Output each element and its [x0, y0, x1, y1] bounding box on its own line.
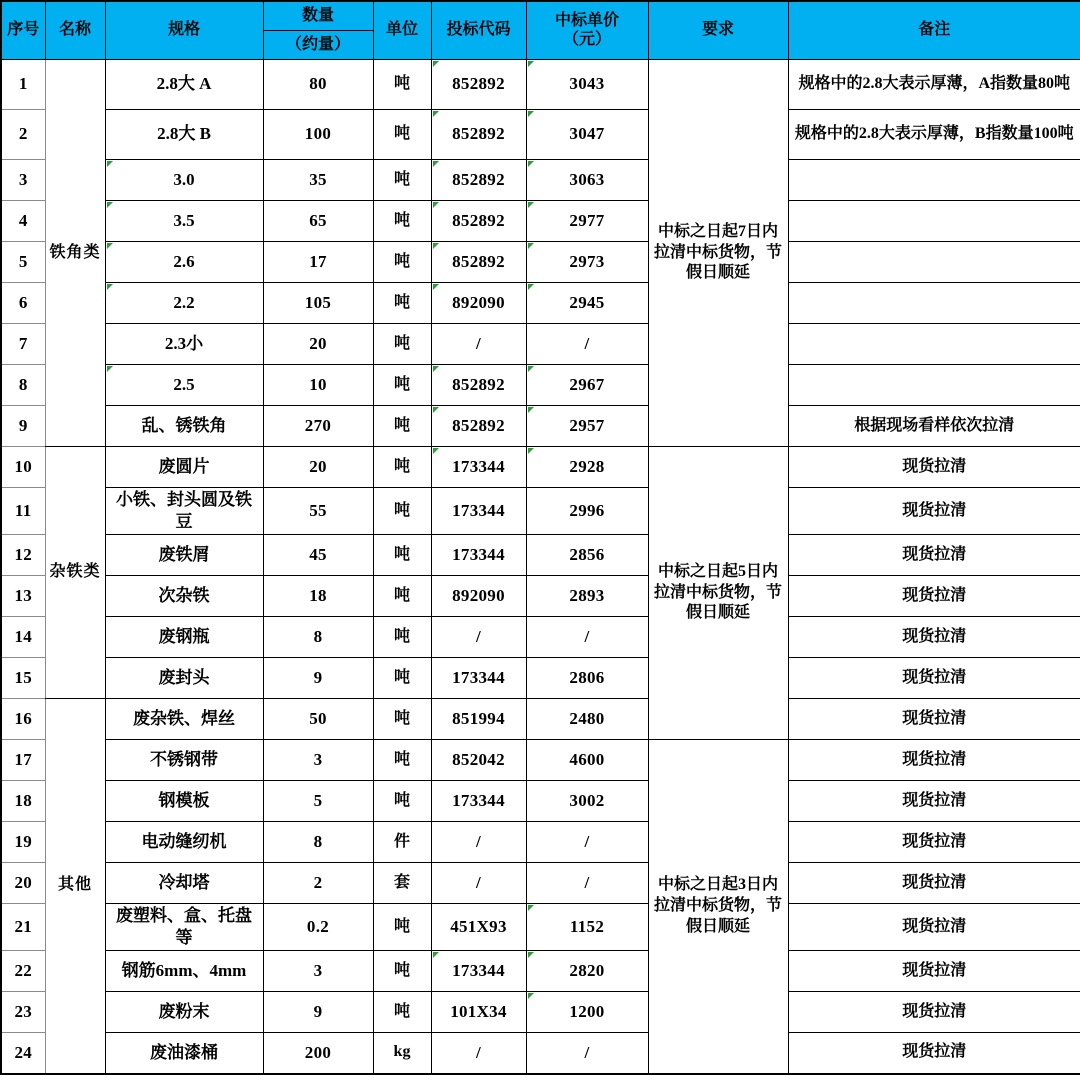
- bid-code-cell: 851994: [431, 699, 526, 740]
- error-marker-icon: [433, 366, 439, 372]
- row-number-cell: 24: [1, 1033, 45, 1074]
- note-cell: 现货拉清: [788, 904, 1080, 951]
- row-number-cell: 19: [1, 822, 45, 863]
- unit-cell: 吨: [373, 992, 431, 1033]
- quantity-cell: 17: [263, 242, 373, 283]
- spec-cell: 2.8大 B: [105, 110, 263, 160]
- spec-cell: 2.3小: [105, 324, 263, 365]
- error-marker-icon: [433, 61, 439, 67]
- quantity-cell: 9: [263, 992, 373, 1033]
- bid-code-cell: /: [431, 324, 526, 365]
- note-cell: 根据现场看样依次拉清: [788, 406, 1080, 447]
- price-cell: 2967: [526, 365, 648, 406]
- table-row: [1, 740, 1080, 781]
- price-cell: 2806: [526, 658, 648, 699]
- row-number-cell: 9: [1, 406, 45, 447]
- error-marker-icon: [528, 993, 534, 999]
- unit-cell: 件: [373, 822, 431, 863]
- error-marker-icon: [433, 243, 439, 249]
- header-price: [526, 1, 648, 60]
- quantity-cell: 20: [263, 447, 373, 488]
- price-cell: 2893: [526, 576, 648, 617]
- table-body: [1, 60, 1080, 1074]
- spec-cell: 废钢瓶: [105, 617, 263, 658]
- quantity-cell: 20: [263, 324, 373, 365]
- unit-cell: 吨: [373, 740, 431, 781]
- error-marker-icon: [433, 448, 439, 454]
- unit-cell: 吨: [373, 951, 431, 992]
- table-header: [1, 1, 1080, 60]
- table-row: [1, 201, 1080, 242]
- bid-code-cell: 451X93: [431, 904, 526, 951]
- spec-cell: 钢筋6mm、4mm: [105, 951, 263, 992]
- error-marker-icon: [107, 202, 113, 208]
- unit-cell: 吨: [373, 447, 431, 488]
- row-number-cell: 22: [1, 951, 45, 992]
- table-row: [1, 658, 1080, 699]
- row-number-cell: 23: [1, 992, 45, 1033]
- note-cell: [788, 160, 1080, 201]
- bid-code-cell: /: [431, 822, 526, 863]
- note-cell: [788, 201, 1080, 242]
- table-row: [1, 951, 1080, 992]
- quantity-cell: 35: [263, 160, 373, 201]
- note-cell: 现货拉清: [788, 617, 1080, 658]
- bid-code-cell: 852892: [431, 406, 526, 447]
- table-row: [1, 992, 1080, 1033]
- table-row: [1, 863, 1080, 904]
- bid-code-cell: 173344: [431, 488, 526, 535]
- bid-code-cell: 852042: [431, 740, 526, 781]
- spec-cell: 乱、锈铁角: [105, 406, 263, 447]
- quantity-cell: 45: [263, 535, 373, 576]
- spec-cell: 钢模板: [105, 781, 263, 822]
- error-marker-icon: [528, 61, 534, 67]
- bid-code-cell: /: [431, 863, 526, 904]
- table-row: [1, 283, 1080, 324]
- spec-cell: 次杂铁: [105, 576, 263, 617]
- header-qty-approx: （约量）: [263, 31, 373, 60]
- quantity-cell: 65: [263, 201, 373, 242]
- error-marker-icon: [107, 366, 113, 372]
- error-marker-icon: [433, 284, 439, 290]
- table-row: [1, 576, 1080, 617]
- header-qty: 数量: [263, 1, 373, 31]
- row-number-cell: 20: [1, 863, 45, 904]
- bid-code-cell: 852892: [431, 365, 526, 406]
- error-marker-icon: [528, 905, 534, 911]
- quantity-cell: 8: [263, 617, 373, 658]
- category-cell: 其他: [45, 699, 105, 1074]
- table-row: [1, 699, 1080, 740]
- unit-cell: 吨: [373, 904, 431, 951]
- row-number-cell: 18: [1, 781, 45, 822]
- quantity-cell: 3: [263, 951, 373, 992]
- spec-cell: 电动缝纫机: [105, 822, 263, 863]
- row-number-cell: 13: [1, 576, 45, 617]
- header-price-line1: 中标单价: [554, 12, 619, 30]
- bid-code-cell: 852892: [431, 110, 526, 160]
- row-number-cell: 17: [1, 740, 45, 781]
- price-cell: 2480: [526, 699, 648, 740]
- row-number-cell: 12: [1, 535, 45, 576]
- bid-code-cell: /: [431, 1033, 526, 1074]
- spec-cell: 废塑料、盒、托盘等: [105, 904, 263, 951]
- header-spec: 规格: [105, 1, 263, 60]
- table-row: [1, 365, 1080, 406]
- unit-cell: 吨: [373, 324, 431, 365]
- quantity-cell: 18: [263, 576, 373, 617]
- header-price-line2: （元）: [562, 30, 611, 48]
- note-cell: 现货拉清: [788, 576, 1080, 617]
- quantity-cell: 50: [263, 699, 373, 740]
- row-number-cell: 16: [1, 699, 45, 740]
- note-cell: [788, 365, 1080, 406]
- note-cell: 现货拉清: [788, 992, 1080, 1033]
- bid-code-cell: 852892: [431, 60, 526, 110]
- price-cell: 3047: [526, 110, 648, 160]
- price-cell: /: [526, 1033, 648, 1074]
- error-marker-icon: [528, 448, 534, 454]
- note-cell: 现货拉清: [788, 863, 1080, 904]
- error-marker-icon: [528, 952, 534, 958]
- quantity-cell: 8: [263, 822, 373, 863]
- quantity-cell: 0.2: [263, 904, 373, 951]
- requirement-cell: 中标之日起3日内拉清中标货物，节假日顺延: [648, 740, 788, 1074]
- error-marker-icon: [107, 161, 113, 167]
- price-cell: 3002: [526, 781, 648, 822]
- note-cell: [788, 283, 1080, 324]
- unit-cell: kg: [373, 1033, 431, 1074]
- table-row: [1, 617, 1080, 658]
- price-cell: 2977: [526, 201, 648, 242]
- row-number-cell: 21: [1, 904, 45, 951]
- note-cell: 现货拉清: [788, 781, 1080, 822]
- error-marker-icon: [433, 111, 439, 117]
- error-marker-icon: [107, 284, 113, 290]
- row-number-cell: 14: [1, 617, 45, 658]
- spec-cell: 2.8大 A: [105, 60, 263, 110]
- quantity-cell: 3: [263, 740, 373, 781]
- error-marker-icon: [528, 366, 534, 372]
- error-marker-icon: [528, 111, 534, 117]
- quantity-cell: 2: [263, 863, 373, 904]
- quantity-cell: 10: [263, 365, 373, 406]
- spec-cell: 废粉末: [105, 992, 263, 1033]
- spec-cell: 2.2: [105, 283, 263, 324]
- price-cell: 1200: [526, 992, 648, 1033]
- row-number-cell: 11: [1, 488, 45, 535]
- row-number-cell: 5: [1, 242, 45, 283]
- unit-cell: 吨: [373, 658, 431, 699]
- note-cell: 规格中的2.8大表示厚薄，A指数量80吨: [788, 60, 1080, 110]
- unit-cell: 吨: [373, 488, 431, 535]
- error-marker-icon: [528, 161, 534, 167]
- table-row: [1, 488, 1080, 535]
- table-row: [1, 242, 1080, 283]
- table-row: [1, 822, 1080, 863]
- note-cell: 现货拉清: [788, 822, 1080, 863]
- row-number-cell: 6: [1, 283, 45, 324]
- spec-cell: 3.5: [105, 201, 263, 242]
- note-cell: 现货拉清: [788, 488, 1080, 535]
- header-name: 名称: [45, 1, 105, 60]
- category-cell: 铁角类: [45, 60, 105, 447]
- price-cell: 2820: [526, 951, 648, 992]
- bid-code-cell: 852892: [431, 242, 526, 283]
- note-cell: 现货拉清: [788, 699, 1080, 740]
- row-number-cell: 8: [1, 365, 45, 406]
- spec-cell: 3.0: [105, 160, 263, 201]
- bid-code-cell: 892090: [431, 576, 526, 617]
- header-unit: 单位: [373, 1, 431, 60]
- table-row: [1, 904, 1080, 951]
- error-marker-icon: [433, 202, 439, 208]
- spec-cell: 废油漆桶: [105, 1033, 263, 1074]
- unit-cell: 吨: [373, 781, 431, 822]
- table-row: [1, 447, 1080, 488]
- quantity-cell: 100: [263, 110, 373, 160]
- note-cell: 现货拉清: [788, 740, 1080, 781]
- quantity-cell: 9: [263, 658, 373, 699]
- row-number-cell: 15: [1, 658, 45, 699]
- price-cell: 1152: [526, 904, 648, 951]
- header-note: 备注: [788, 1, 1080, 60]
- quantity-cell: 200: [263, 1033, 373, 1074]
- note-cell: 现货拉清: [788, 535, 1080, 576]
- spec-cell: 废封头: [105, 658, 263, 699]
- bid-code-cell: /: [431, 617, 526, 658]
- unit-cell: 吨: [373, 699, 431, 740]
- bid-code-cell: 892090: [431, 283, 526, 324]
- price-cell: 2973: [526, 242, 648, 283]
- quantity-cell: 55: [263, 488, 373, 535]
- unit-cell: 吨: [373, 242, 431, 283]
- price-cell: 3063: [526, 160, 648, 201]
- requirement-cell: 中标之日起7日内拉清中标货物，节假日顺延: [648, 60, 788, 447]
- quantity-cell: 80: [263, 60, 373, 110]
- price-cell: /: [526, 324, 648, 365]
- note-cell: [788, 242, 1080, 283]
- unit-cell: 吨: [373, 406, 431, 447]
- table-row: [1, 110, 1080, 160]
- error-marker-icon: [528, 284, 534, 290]
- price-cell: 2957: [526, 406, 648, 447]
- bid-code-cell: 173344: [431, 951, 526, 992]
- bid-code-cell: 173344: [431, 535, 526, 576]
- table-row: [1, 781, 1080, 822]
- table-row: [1, 1033, 1080, 1074]
- error-marker-icon: [433, 161, 439, 167]
- unit-cell: 吨: [373, 283, 431, 324]
- error-marker-icon: [433, 952, 439, 958]
- table-row: [1, 324, 1080, 365]
- table-row: [1, 535, 1080, 576]
- bid-code-cell: 852892: [431, 160, 526, 201]
- row-number-cell: 4: [1, 201, 45, 242]
- price-cell: 4600: [526, 740, 648, 781]
- unit-cell: 吨: [373, 160, 431, 201]
- spec-cell: 不锈钢带: [105, 740, 263, 781]
- spec-cell: 废杂铁、焊丝: [105, 699, 263, 740]
- requirement-cell: 中标之日起5日内拉清中标货物，节假日顺延: [648, 447, 788, 740]
- price-cell: 2945: [526, 283, 648, 324]
- spec-cell: 冷却塔: [105, 863, 263, 904]
- bid-code-cell: 173344: [431, 781, 526, 822]
- table-row: [1, 60, 1080, 110]
- bid-code-cell: 173344: [431, 447, 526, 488]
- error-marker-icon: [433, 407, 439, 413]
- bid-code-cell: 173344: [431, 658, 526, 699]
- category-cell: 杂铁类: [45, 447, 105, 699]
- spec-cell: 小铁、封头圆及铁豆: [105, 488, 263, 535]
- header-no: 序号: [1, 1, 45, 60]
- row-number-cell: 7: [1, 324, 45, 365]
- unit-cell: 吨: [373, 365, 431, 406]
- header-requirement: 要求: [648, 1, 788, 60]
- row-number-cell: 10: [1, 447, 45, 488]
- price-cell: 2856: [526, 535, 648, 576]
- price-cell: 3043: [526, 60, 648, 110]
- spec-cell: 废铁屑: [105, 535, 263, 576]
- price-cell: 2928: [526, 447, 648, 488]
- quantity-cell: 5: [263, 781, 373, 822]
- price-cell: /: [526, 863, 648, 904]
- spec-cell: 2.5: [105, 365, 263, 406]
- price-cell: /: [526, 822, 648, 863]
- error-marker-icon: [528, 243, 534, 249]
- note-cell: [788, 324, 1080, 365]
- row-number-cell: 2: [1, 110, 45, 160]
- note-cell: 现货拉清: [788, 658, 1080, 699]
- note-cell: 现货拉清: [788, 951, 1080, 992]
- unit-cell: 吨: [373, 201, 431, 242]
- quantity-cell: 105: [263, 283, 373, 324]
- spec-cell: 废圆片: [105, 447, 263, 488]
- error-marker-icon: [107, 243, 113, 249]
- note-cell: 现货拉清: [788, 447, 1080, 488]
- bid-code-cell: 101X34: [431, 992, 526, 1033]
- header-code: 投标代码: [431, 1, 526, 60]
- error-marker-icon: [528, 407, 534, 413]
- row-number-cell: 3: [1, 160, 45, 201]
- bid-code-cell: 852892: [431, 201, 526, 242]
- unit-cell: 吨: [373, 617, 431, 658]
- price-cell: 2996: [526, 488, 648, 535]
- spec-cell: 2.6: [105, 242, 263, 283]
- unit-cell: 吨: [373, 535, 431, 576]
- note-cell: 规格中的2.8大表示厚薄，B指数量100吨: [788, 110, 1080, 160]
- quantity-cell: 270: [263, 406, 373, 447]
- unit-cell: 吨: [373, 576, 431, 617]
- price-cell: /: [526, 617, 648, 658]
- unit-cell: 套: [373, 863, 431, 904]
- table-row: [1, 406, 1080, 447]
- note-cell: 现货拉清: [788, 1033, 1080, 1074]
- table-row: [1, 160, 1080, 201]
- row-number-cell: 1: [1, 60, 45, 110]
- unit-cell: 吨: [373, 60, 431, 110]
- error-marker-icon: [528, 202, 534, 208]
- unit-cell: 吨: [373, 110, 431, 160]
